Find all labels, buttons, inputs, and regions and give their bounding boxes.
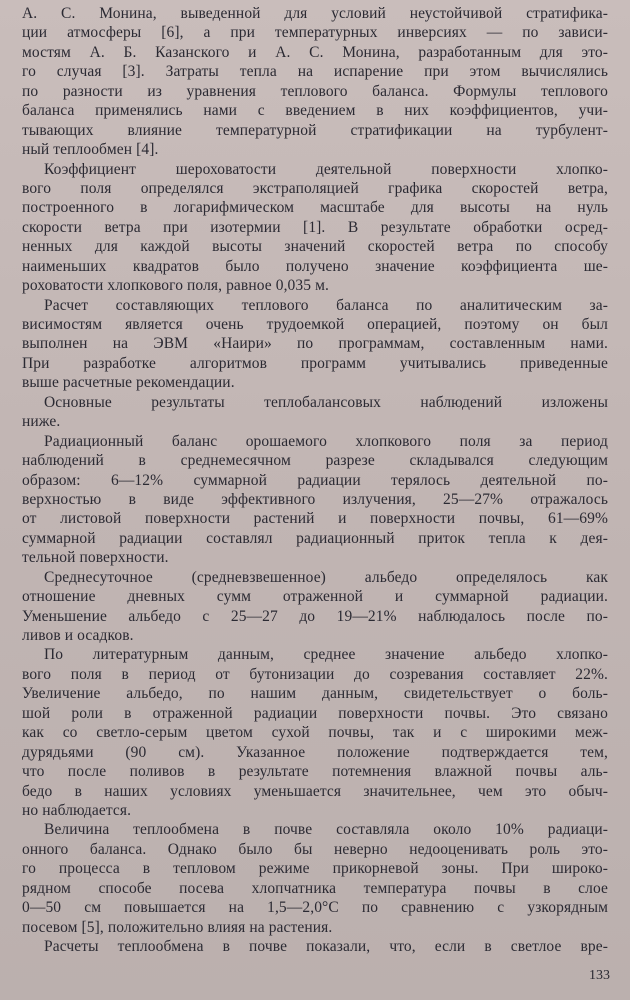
text-line: мостям А. Б. Казанского и А. С. Монина, разработанным для это- [22, 43, 608, 61]
text-line: скорости ветра при изотермии [1]. В результате обработки осред- [22, 218, 608, 236]
text-line: наблюдений в среднемесячном разрезе складывался следующим [22, 452, 608, 470]
text-line: Величина теплообмена в почве составляла около 10% радиаци- [44, 821, 608, 839]
text-line: по разности из уравнения теплового баланса. Формулы теплового [22, 82, 608, 100]
text-line: ции атмосферы [6], а при температурных инверсиях — по зависи- [22, 24, 608, 42]
text-line: Коэффициент шероховатости деятельной поверхности хлопко- [44, 160, 608, 178]
text-line: онного баланса. Однако было бы неверно недооценивать роль это- [22, 840, 608, 858]
text-line: баланса применялись нами с введением в них коэффициентов, учи- [22, 102, 608, 120]
text-line: ненных для каждой высоты значений скоростей ветра по способу [22, 238, 608, 256]
text-line: А. С. Монина, выведенной для условий неустойчивой стратифика- [22, 5, 608, 22]
text-line: построенного в логарифмическом масштабе для высоты на нуль [22, 199, 608, 217]
text-line: отношение дневных сумм отраженной и суммарной радиации. [22, 588, 608, 606]
text-line: бедо в наших условиях уменьшается значительнее, чем это обыч- [22, 782, 608, 800]
text-line: роховатости хлопкового поля, равное 0,035 м. [22, 277, 329, 295]
text-line: Расчеты теплообмена в почве показали, что, если в светлое вре- [44, 938, 608, 955]
text-line: шой роли в отраженной радиации поверхности почвы. Это связано [22, 704, 608, 722]
text-line: Среднесуточное (средневзвешенное) альбедо определялось как [44, 568, 608, 586]
text-line: верхностью в виде эффективного излучения, 25—27% отражалось [22, 490, 608, 508]
text-line: что после поливов в результате потемнения влажной почвы аль- [22, 763, 608, 781]
text-line: ниже. [22, 413, 61, 431]
text-line: посевом [5], положительно влияя на растения. [22, 918, 333, 936]
text-line: Основные результаты теплобалансовых наблюдений изложены [44, 393, 608, 411]
page-number: 133 [589, 968, 610, 983]
text-line: тельной поверхности. [22, 549, 169, 567]
text-line: суммарной радиации составлял радиационный приток тепла к дея- [22, 529, 608, 547]
text-line: Радиационный баланс орошаемого хлопкового поля за период [44, 432, 608, 450]
text-line: но наблюдается. [22, 801, 132, 819]
text-line: го процесса в тепловом режиме прикорневой зоны. При широко- [22, 860, 608, 878]
text-line: дурядьями (90 см). Указанное положение подтверждается тем, [22, 743, 608, 761]
text-line: образом: 6—12% суммарной радиации терялось деятельной по- [22, 471, 608, 489]
text-line: как со светло-серым цветом сухой почвы, так и с широкими меж- [22, 724, 608, 742]
text-line: висимостям является очень трудоемкой операцией, поэтому он был [22, 316, 608, 333]
text-line: По литературным данным, среднее значение альбедо хлопко- [44, 646, 608, 664]
text-line: Уменьшение альбедо с 25—27 до 19—21% наблюдалось после по- [22, 607, 608, 625]
text-line: вого поля в период от бутонизации до созревания составляет 22%. [22, 665, 608, 683]
text-line: рядном способе посева хлопчатника температура почвы в слое [22, 879, 608, 897]
text-line: от листовой поверхности растений и поверхности почвы, 61—69% [22, 510, 608, 528]
text-line: вого поля определялся экстраполяцией графика скоростей ветра, [22, 179, 608, 197]
text-line: наименьших квадратов было получено значение коэффициента ше- [22, 257, 608, 275]
text-line: При разработке алгоритмов программ учитывались приведенные [22, 354, 608, 372]
text-line: Увеличение альбедо, по нашим данным, свидетельствует о боль- [22, 685, 608, 703]
text-line: ный теплообмен [4]. [22, 141, 159, 159]
text-line: 0—50 см повышается на 1,5—2,0°С по сравнению с узкорядным [22, 899, 608, 917]
text-line: выше расчетные рекомендации. [22, 374, 235, 392]
text-line: ливов и осадков. [22, 627, 134, 644]
body-text [22, 4, 608, 956]
text-line: го случая [3]. Затраты тепла на испарение при этом вычислялись [22, 63, 608, 81]
text-line: тывающих влияние температурной стратификации на турбулент- [22, 121, 608, 139]
text-line: Расчет составляющих теплового баланса по аналитическим за- [44, 296, 608, 314]
text-line: выполнен на ЭВМ «Наири» по программам, составленным нами. [22, 335, 608, 353]
